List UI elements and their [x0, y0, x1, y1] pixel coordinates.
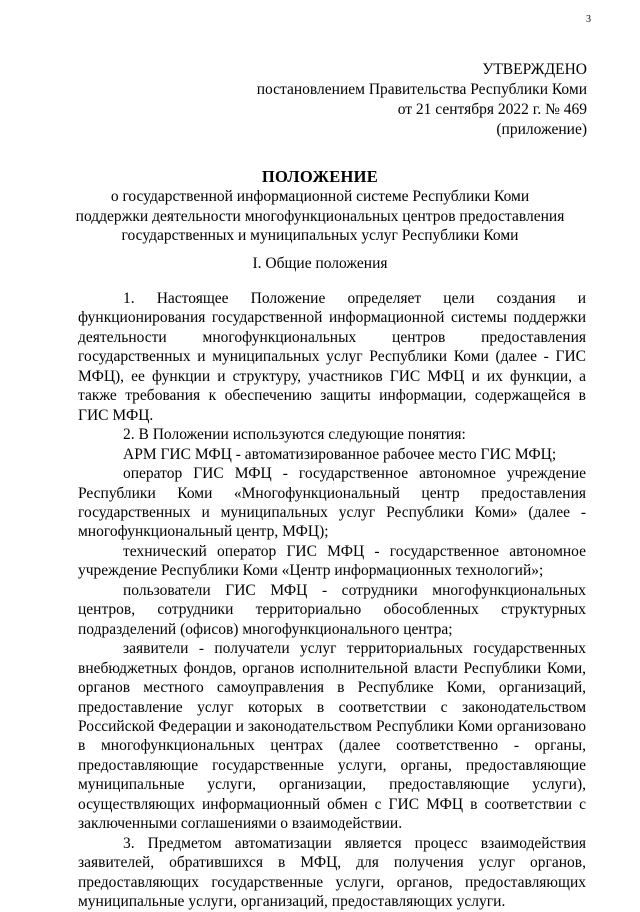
approval-line-1: УТВЕРЖДЕНО — [482, 61, 587, 78]
approval-line-4: (приложение) — [496, 121, 587, 138]
document-subtitle — [60, 187, 580, 246]
approval-line-3: от 21 сентября 2022 г. № 469 — [397, 101, 587, 118]
paragraph-2: 2. В Положении используются следующие понятия: — [123, 426, 466, 444]
definition-applicants: заявители - получатели услуг территориальных государственных внебюджетных фондов, органов исполнительной власти Республики Коми, органов местного самоуправления в Республике Коми, организаций, предоставление услуг которых в соответствии с законодательством Российской Федерации и законодательством Республики Коми организовано в многофункциональных центрах (далее соответственно - органы, предоставляющие государственные услуги, органы, предоставляющие муниципальные услуги, организации, предоставляющие услуги), осуществляющих информационный обмен с ГИС МФЦ в соответствии с заключенными соглашениями о взаимодействии. — [78, 640, 586, 833]
definition-technical-operator: технический оператор ГИС МФЦ - государственное автономное учреждение Республики Коми «Центр информационных технологий»; — [78, 542, 586, 580]
definition-operator: оператор ГИС МФЦ - государственное автономное учреждение Республики Коми «Многофункциональный центр предоставления государственных и муниципальных услуг Республики Коми» (далее - многофункциональный центр, МФЦ); — [78, 465, 586, 541]
approval-block — [250, 60, 587, 140]
subtitle-line-1: о государственной информационной системе Республики Коми — [110, 188, 530, 205]
definition-arm: АРМ ГИС МФЦ - автоматизированное рабочее место ГИС МФЦ; — [123, 445, 557, 463]
document-title: ПОЛОЖЕНИЕ — [261, 167, 379, 186]
paragraph-3: 3. Предметом автоматизации является процесс взаимодействия заявителей, обратившихся в МФЦ, для получения услуг органов, предоставляющих государственные услуги, органов, предоставляющих муниципальные услуги, организаций, предоставляющих услуги. — [78, 834, 586, 911]
subtitle-line-2: поддержки деятельности многофункциональных центров предоставления — [75, 207, 565, 225]
paragraph-1: 1. Настоящее Положение определяет цели создания и функционирования государственной информационной системы поддержки деятельности многофункциональных центров предоставления государственных и муниципальных услуг Республики Коми (далее - ГИС МФЦ), ее функции и структуру, участников ГИС МФЦ и их функции, а также требования к обеспечению защиты информации, содержащейся в ГИС МФЦ. — [78, 290, 586, 424]
definition-users: пользователи ГИС МФЦ - сотрудники многофункциональных центров, сотрудники территориально обособленных структурных подразделений (офисов) многофункционального центра; — [78, 581, 586, 638]
approval-line-2: постановлением Правительства Республики Коми — [256, 81, 587, 98]
subtitle-line-3: государственных и муниципальных услуг Республики Коми — [121, 227, 519, 244]
document-body — [78, 289, 586, 912]
page-number: 3 — [586, 14, 591, 25]
section-heading: I. Общие положения — [252, 255, 388, 272]
